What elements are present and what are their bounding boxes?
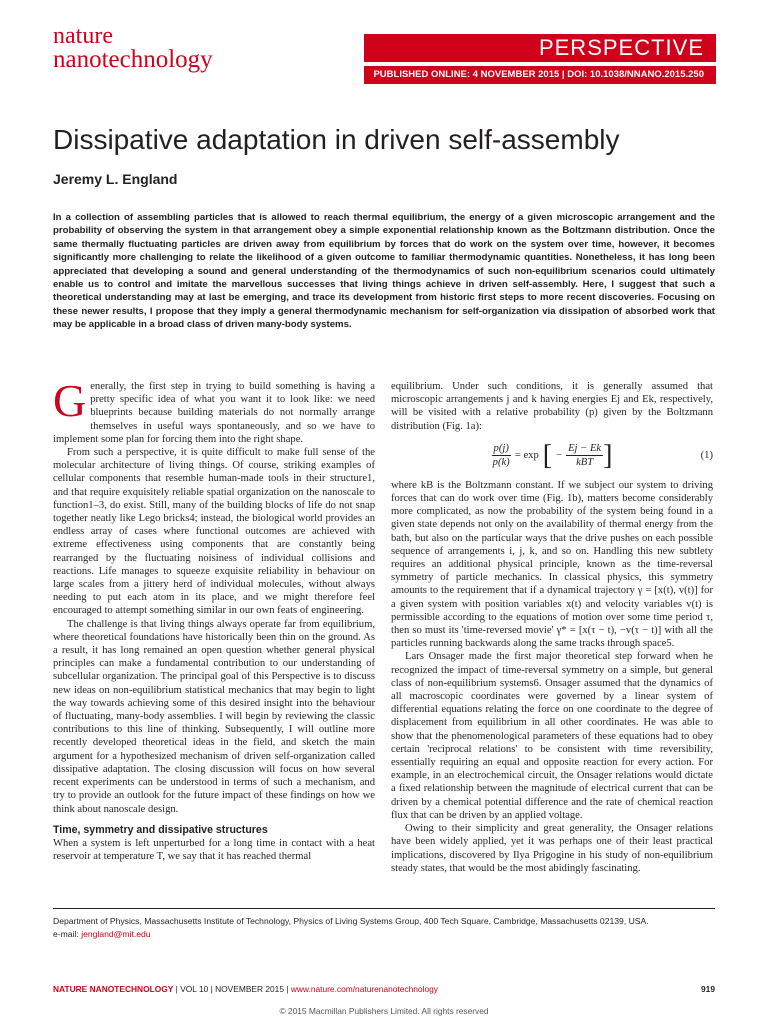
eq-numerator: Ej − Ek — [566, 442, 603, 456]
section-heading: Time, symmetry and dissipative structures — [53, 823, 268, 836]
section-label: PERSPECTIVE — [538, 35, 704, 60]
footnote-divider — [53, 908, 715, 909]
journal-logo-line2: nanotechnology — [53, 46, 213, 73]
paragraph: Owing to their simplicity and great generality, the Onsager relations have been widely applied, yet it was perhaps one of their least practical implications, discovered by Ilya Prigogine in his study of non-equilibrium steady states, that would be the most abidingly fascinating. — [391, 823, 713, 874]
page-number: 919 — [701, 984, 715, 994]
paragraph: From such a perspective, it is quite difficult to make full sense of the molecular architecture of living things. Of course, striking examples of cellular components that resemble human-made tools in their structure1, and that require exquisitely reliable spatial organization on the nanoscale to function1–3, do exist. Still, many of the building blocks of life do not snap together neatly like Lego bricks4; instead, the biological world provides an endless array of cases where functional outcomes are achieved with extreme effectiveness using components that are constantly being rearranged by the fluctuating noisiness of individual collisions and reactions. Life manages to squeeze exquisite reliability in behaviour on large scales from a jittery herd of individual molecules, without always needing to put each atom in its place, and we might therefore feel encouraged to attempt something similar in our own feats of engineering. — [53, 447, 375, 617]
page-footer — [53, 984, 715, 994]
eq-minus: − — [556, 450, 563, 462]
paragraph: When a system is left unperturbed for a long time in contact with a heat reservoir at temperature T, we say that it has reached thermal — [53, 837, 375, 863]
journal-logo-line1: nature — [53, 23, 113, 49]
footer-journal: NATURE NANOTECHNOLOGY — [53, 984, 174, 994]
body-column-left — [53, 375, 375, 863]
equation-fraction-right — [566, 442, 603, 469]
paragraph: Lars Onsager made the first major theoretical step forward when he recognized the impact of time-reversal symmetry on a simple, but general class of non-equilibrium systems6. Onsager assumed that the dynamics of all macroscopic coordinates were governed by a linear system of differential equations relating the force on one coordinate to the degree of displacement from equilibrium in all other coordinates. He was able to show that the phenomenological parameters of these equations had to obey certain 'reciprocal relations' to be consistent with time reversibility, essentially requiring an equal and opposite reaction for every action. For example, in an electrochemical circuit, the Onsager relations would dictate a fixed relationship between the magnitude of electrical current that can be driven by a chemical potential difference and the rate of chemical reaction flux that can be driven by an applied voltage. — [391, 651, 713, 821]
eq-denominator: p(k) — [492, 457, 510, 469]
article-title: Dissipative adaptation in driven self-assembly — [53, 124, 620, 155]
section-banner — [364, 34, 716, 62]
publication-info: PUBLISHED ONLINE: 4 NOVEMBER 2015 | DOI: 10.1038/NNANO.2015.250 — [364, 66, 716, 84]
right-bracket-glyph: ] — [603, 440, 613, 472]
equation-fraction-left — [492, 442, 511, 469]
email-link[interactable]: jengland@mit.edu — [81, 929, 151, 939]
equation-1 — [391, 437, 713, 475]
article-author: Jeremy L. England — [53, 171, 178, 187]
paragraph: equilibrium. Under such conditions, it is generally assumed that microscopic arrangements j and k having energies Ej and Ek, respectively, will be visited with a relative probability (p) given by the Boltzmann distribution (Fig. 1a): — [391, 381, 713, 432]
affiliation — [53, 915, 715, 941]
body-column-right — [391, 380, 713, 875]
eq-numerator: p(j) — [492, 442, 511, 456]
copyright: © 2015 Macmillan Publishers Limited. All rights reserved — [279, 1006, 489, 1016]
email-label: e-mail: — [53, 929, 79, 939]
affiliation-text: Department of Physics, Massachusetts Institute of Technology, Physics of Living Systems Group, 400 Tech Square, Cambridge, Massachusetts 02139, USA. — [53, 916, 649, 926]
equation-number: (1) — [700, 449, 713, 461]
abstract: In a collection of assembling particles that is allowed to reach thermal equilibrium, the energy of a given microscopic arrangement and the probability of observing the system in that arrangement obey a simple exponential relationship known as the Boltzmann distribution. Once the same thermally fluctuating particles are driven away from equilibrium by forces that do work on the system over time, however, it becomes significantly more challenging to relate the likelihood of a given outcome to familiar thermodynamic quantities. Nonetheless, it has long been appreciated that developing a sound and general understanding of the thermodynamics of such non-equilibrium scenarios could ultimately enable us to control and imitate the marvellous successes that living things achieve in driven self-assembly. Here, I suggest that such a theoretical understanding may at last be emerging, and trace its development from historic first steps to more recent discoveries. Focusing on these newer results, I propose that they imply a general thermodynamic mechanism for self-organization via dissipation of absorbed work that may be applicable in a broad class of driven many-body systems. — [53, 212, 715, 331]
eq-exp: = exp — [514, 450, 539, 462]
header — [0, 0, 768, 100]
paragraph: The challenge is that living things always operate far from equilibrium, where theoretical foundations have historically been thin on the ground. As a result, it has long remained an open question whether general physical principles can make a fundamental contribution to our understanding of subcellular organization. The principal goal of this Perspective is to discuss new ideas on non-equilibrium statistical mechanics that may begin to light the way towards achieving some of this desired insight into the behaviour of fluctuating, many-body assemblies. I will begin by reviewing the classic contributions to this line of thinking. Subsequently, I will outline more recently developed theoretical ideas in the field, and sketch the main argument for a hypothesized mechanism of driven self-organization called dissipative adaptation. The closing discussion will focus on how several recent experiments can be understood in terms of such a mechanism, and try to provide an outlook for the future impact of these findings on how we think about nanoscale design. — [53, 618, 375, 815]
dropcap: G — [53, 375, 87, 426]
footer-url-link[interactable]: www.nature.com/naturenanotechnology — [290, 984, 438, 994]
paragraph: where kB is the Boltzmann constant. If we subject our system to driving forces that can do work over time (Fig. 1b), matters become considerably more complicated, as now the probability of the system being found in a given state depends not only on the availability of thermal energy from the bath, but also on the particular ways that the drive pushes on each possible sequence of arrangements i, j, k, and so on. Handling this new subtlety requires an additional physical principle, known as the time-reversal symmetry of particle mechanics. In classical physics, this symmetry amounts to the requirement that if a dynamical trajectory γ = [x(t), v(t)] for a given system with position variables x(t) and velocity variables v(t) is permissible according to the equations of motion over some time period τ, then so must its 'time-reversed movie' γ* = [x(τ − t), −v(τ − t)] with all the particles running backwards along the same tracks through space5. — [391, 479, 713, 650]
footer-issue: | VOL 10 | NOVEMBER 2015 | — [173, 984, 291, 994]
paragraph-text: enerally, the first step in trying to build something is having a pretty specific idea of what you want it to look like: we need blueprints because building materials do not normally arrange themselves in useful ways spontaneously, and so we have to implement some plan for forcing them into the right shape. — [53, 381, 375, 445]
journal-logo[interactable] — [53, 24, 213, 72]
eq-denominator: kBT — [576, 457, 594, 469]
left-bracket-glyph: [ — [542, 440, 553, 472]
paragraph — [53, 375, 375, 446]
